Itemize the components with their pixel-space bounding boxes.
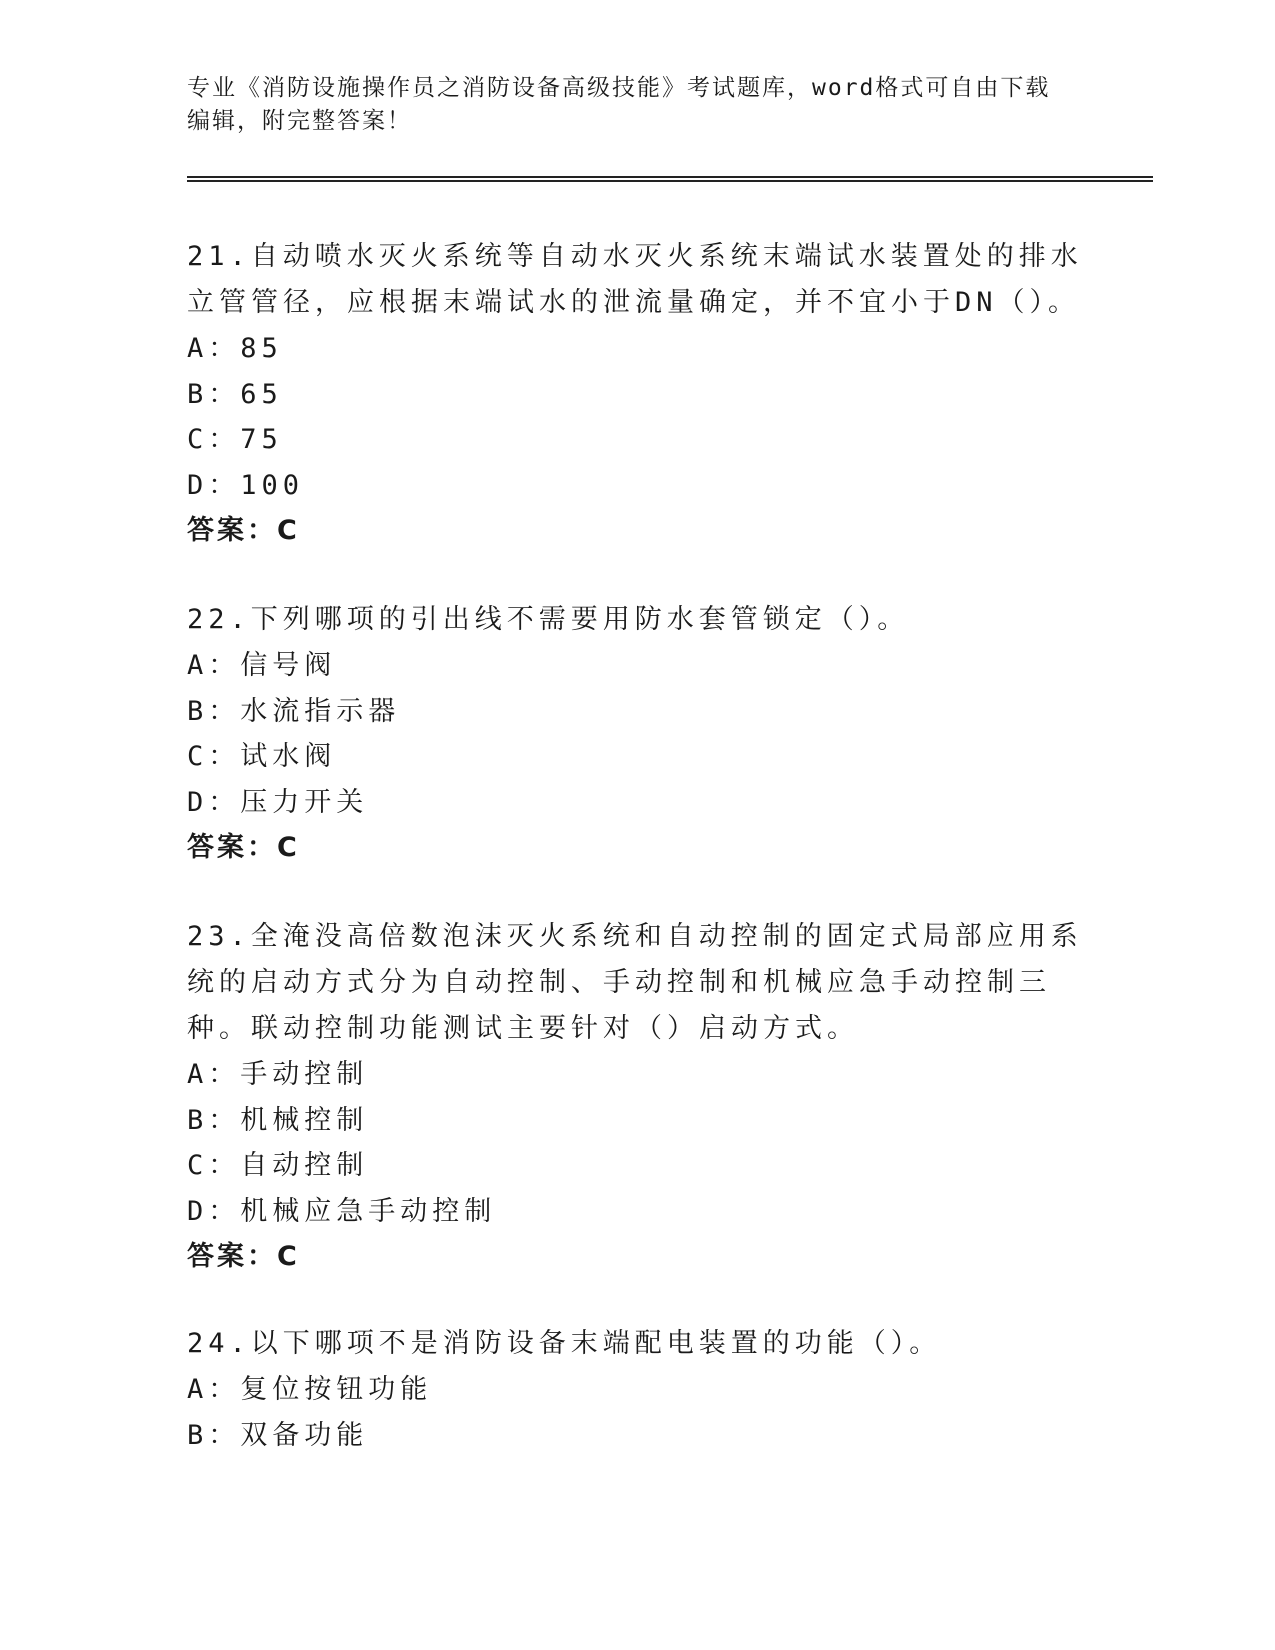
- option-b: B：65: [187, 378, 283, 410]
- option-d: D：压力开关: [187, 786, 369, 818]
- question-stem: 24.以下哪项不是消防设备末端配电装置的功能（）。: [187, 1328, 942, 1359]
- option-c: C：自动控制: [187, 1150, 369, 1181]
- document-intro: 专业《消防设施操作员之消防设备高级技能》考试题库，word格式可自由下载编辑，附完整答案！: [187, 75, 1051, 134]
- question-stem: 22.下列哪项的引出线不需要用防水套管锁定（）。: [187, 604, 910, 635]
- question-22: [187, 597, 1087, 871]
- option-a: A：复位按钮功能: [187, 1374, 433, 1405]
- answer: 答案：C: [187, 832, 300, 863]
- option-d: D：100: [187, 469, 305, 501]
- option-a: A：信号阀: [187, 650, 337, 681]
- option-b: B：机械控制: [187, 1104, 369, 1136]
- option-b: B：双备功能: [187, 1419, 369, 1451]
- option-a: A：85: [187, 333, 283, 364]
- option-a: A：手动控制: [187, 1059, 369, 1090]
- answer: 答案：C: [187, 1241, 300, 1272]
- double-divider: [187, 176, 1153, 182]
- option-c: C：试水阀: [187, 741, 337, 772]
- question-stem: 21.自动喷水灭火系统等自动水灭火系统末端试水装置处的排水立管管径，应根据末端试水的泄流量确定，并不宜小于DN（）。: [187, 241, 1083, 318]
- answer: 答案：C: [187, 515, 300, 546]
- question-23: [187, 914, 1087, 1280]
- option-c: C：75: [187, 424, 283, 455]
- question-21: [187, 234, 1087, 554]
- question-24: [187, 1321, 1087, 1458]
- question-stem: 23.全淹没高倍数泡沫灭火系统和自动控制的固定式局部应用系统的启动方式分为自动控制、手动控制和机械应急手动控制三种。联动控制功能测试主要针对（）启动方式。: [187, 921, 1083, 1044]
- option-b: B：水流指示器: [187, 695, 401, 727]
- option-d: D：机械应急手动控制: [187, 1195, 497, 1227]
